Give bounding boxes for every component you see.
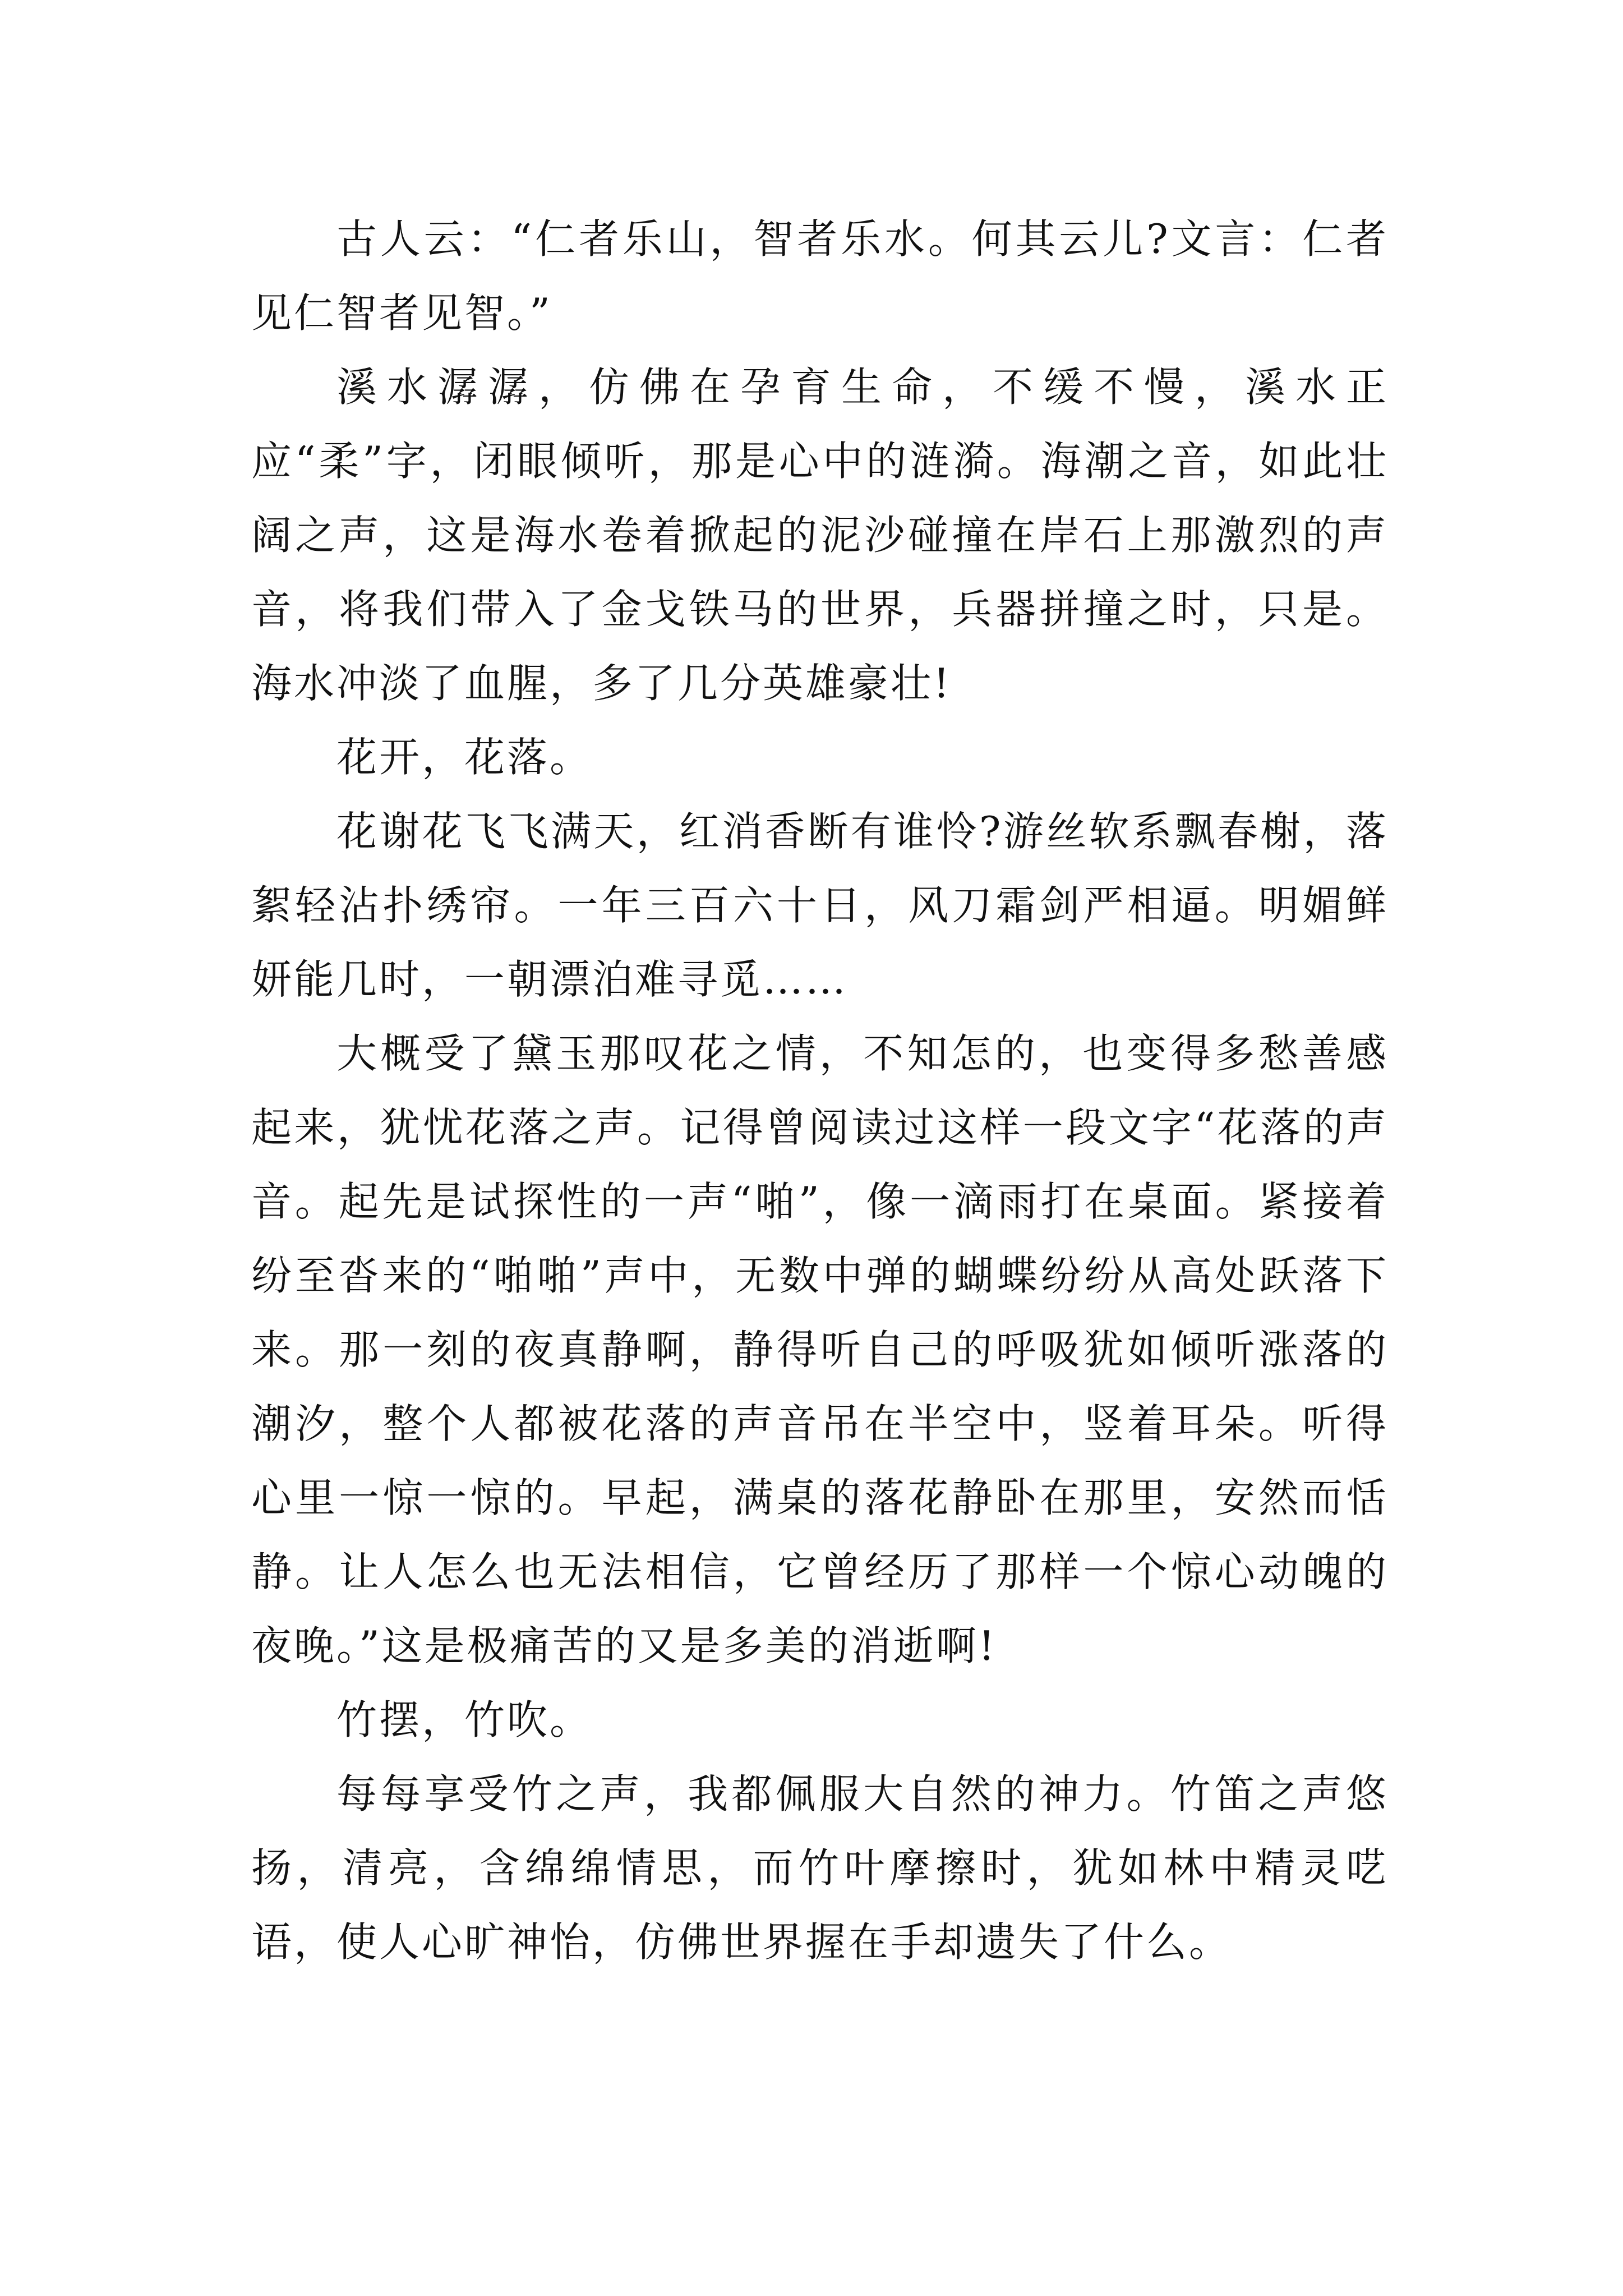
document-body [251,202,1389,1979]
paragraph: 古人云：“仁者乐山，智者乐水。何其云儿?文言：仁者见仁智者见智。” [251,215,1389,337]
paragraph: 每每享受竹之声，我都佩服大自然的神力。竹笛之声悠扬，清亮，含绵绵情思，而竹叶摩擦时，犹如林中精灵呓语，使人心旷神怡，仿佛世界握在手却遗失了什么。 [251,1770,1389,1966]
paragraph: 花谢花飞飞满天，红消香断有谁怜?游丝软系飘春榭，落絮轻沾扑绣帘。一年三百六十日，风刀霜剑严相逼。明媚鲜妍能几时，一朝漂泊难寻觅…… [251,808,1389,1003]
paragraph: 大概受了黛玉那叹花之情，不知怎的，也变得多愁善感起来，犹忧花落之声。记得曾阅读过这样一段文字“花落的声音。起先是试探性的一声“啪”，像一滴雨打在桌面。紧接着纷至沓来的“啪啪”声中，无数中弹的蝴蝶纷纷从高处跃落下来。那一刻的夜真静啊，静得听自己的呼吸犹如倾听涨落的潮汐，整个人都被花落的声音吊在半空中，竖着耳朵。听得心里一惊一惊的。早起，满桌的落花静卧在那里，安然而恬静。让人怎么也无法相信，它曾经历了那样一个惊心动魄的夜晚。”这是极痛苦的又是多美的消逝啊! [251,1030,1389,1669]
paragraph: 竹摆，竹吹。 [336,1696,593,1743]
paragraph: 溪水潺潺，仿佛在孕育生命，不缓不慢，溪水正应“柔”字，闭眼倾听，那是心中的涟漪。海潮之音，如此壮阔之声，这是海水卷着掀起的泥沙碰撞在岸石上那激烈的声音，将我们带入了金戈铁马的世界，兵器拼撞之时，只是。海水冲淡了血腥，多了几分英雄豪壮! [251,364,1389,707]
paragraph: 花开，花落。 [336,734,593,781]
